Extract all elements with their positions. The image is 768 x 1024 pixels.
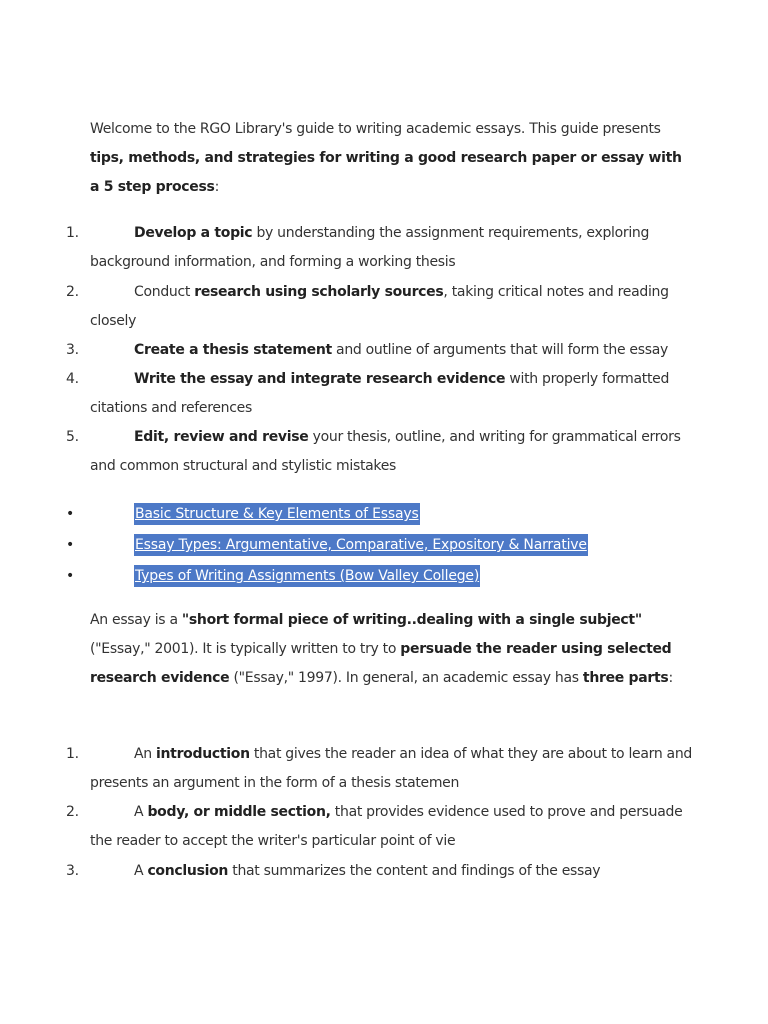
definition-paragraph: An essay is a "short formal piece of writing..dealing with a single subject" ("Essay," 2001). It is typically written to try to persuade the reader using selected research evidence ("Essay," 1997). In general, an academic essay has three parts: xyxy=(90,612,673,686)
step-item-4: 4. Write the essay and integrate research evidence with properly formatted citations and references xyxy=(0,365,700,423)
bullet-icon: • xyxy=(66,537,75,553)
step-bold: Write the essay and integrate research evidence xyxy=(134,371,506,387)
part-item-2: 2. A body, or middle section, that provides evidence used to prove and persuade the reader to accept the writer's particular point of vie xyxy=(0,798,700,856)
link-writing-assignments[interactable]: Types of Writing Assignments (Bow Valley College) xyxy=(134,565,480,587)
link-list-item-3 xyxy=(0,562,700,590)
part-bold: body, or middle section, xyxy=(147,804,331,820)
link-basic-structure[interactable]: Basic Structure & Key Elements of Essays xyxy=(134,503,420,525)
link-list-item-2 xyxy=(0,531,700,559)
step-number: 4. xyxy=(66,371,79,387)
intro-colon: : xyxy=(214,179,219,195)
step-bold: Develop a topic xyxy=(134,225,253,241)
step-bold: research using scholarly sources xyxy=(194,284,444,300)
step-number: 1. xyxy=(66,225,79,241)
intro-paragraph xyxy=(90,115,690,202)
link-essay-types[interactable]: Essay Types: Argumentative, Comparative, Expository & Narrative xyxy=(134,534,588,556)
step-number: 5. xyxy=(66,429,79,445)
step-number: 2. xyxy=(66,284,79,300)
step-item-1: 1. Develop a topic by understanding the assignment requirements, exploring background information, and forming a working thesis xyxy=(0,219,700,277)
part-bold: introduction xyxy=(156,746,250,762)
part-number: 1. xyxy=(66,746,79,762)
link-list-item-1 xyxy=(0,500,700,528)
part-item-1: 1. An introduction that gives the reader an idea of what they are about to learn and presents an argument in the form of a thesis statemen xyxy=(0,740,700,798)
part-bold: conclusion xyxy=(147,863,229,879)
part-number: 3. xyxy=(66,863,79,879)
step-item-3: 3. Create a thesis statement and outline of arguments that will form the essay xyxy=(0,336,700,365)
bullet-icon: • xyxy=(66,506,75,522)
intro-bold: tips, methods, and strategies for writing a good research paper or essay with a 5 step process xyxy=(90,150,682,195)
part-item-3: 3. A conclusion that summarizes the content and findings of the essay xyxy=(0,857,700,886)
intro-text: Welcome to the RGO Library's guide to writing academic essays. This guide presents xyxy=(90,121,661,137)
bullet-icon: • xyxy=(66,568,75,584)
step-item-5: 5. Edit, review and revise your thesis, outline, and writing for grammatical errors and common structural and stylistic mistakes xyxy=(0,423,700,481)
step-number: 3. xyxy=(66,342,79,358)
step-bold: Create a thesis statement xyxy=(134,342,332,358)
step-item-2: 2. Conduct research using scholarly sources, taking critical notes and reading closely xyxy=(0,278,700,336)
step-bold: Edit, review and revise xyxy=(134,429,309,445)
part-number: 2. xyxy=(66,804,79,820)
